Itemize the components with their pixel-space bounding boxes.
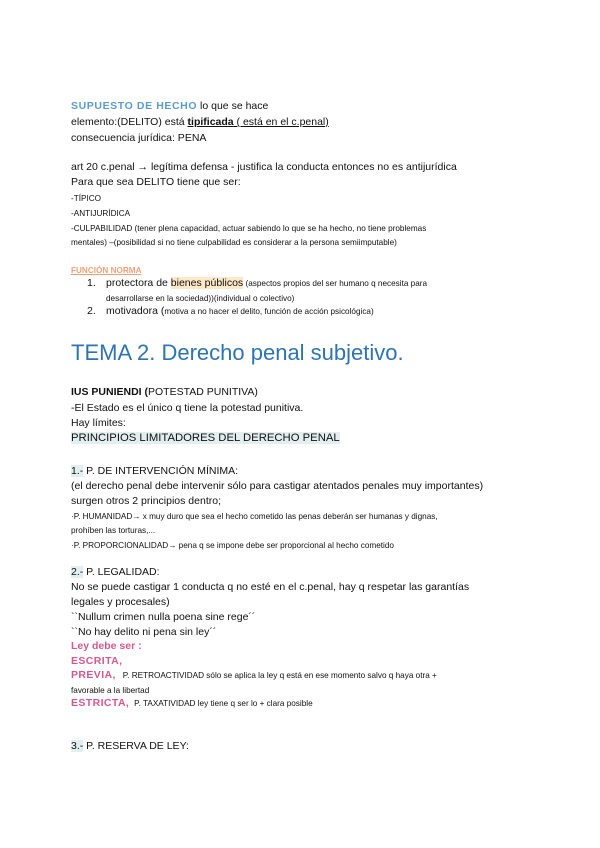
funcion-item-2-number: 2.: [87, 305, 96, 317]
elemento-rest: ( está en el c.penal): [233, 116, 329, 128]
item1-rest: (aspectos propios del ser humano q necesita para: [243, 279, 428, 288]
art20-line: art 20 c.penal → legítima defensa - justifica la conducta entonces no es antijurídica: [71, 161, 457, 173]
supuesto-rest: lo que se hace: [197, 100, 269, 112]
item1-highlight: bienes públicos: [170, 277, 244, 289]
elemento-prefix: elemento:(DELITO) está: [71, 116, 188, 128]
p2-estricta-line: [71, 697, 313, 710]
funcion-item-1-number: 1.: [87, 277, 96, 289]
p2-previa-rest-1: P. RETROACTIVIDAD sólo se aplica la ley q está en ese momento salvo q haya otra +: [122, 671, 437, 680]
p1-title: P. DE INTERVENCIÓN MÍNIMA:: [83, 465, 239, 477]
antijuridica-line: -ANTIJURÍDICA: [71, 209, 131, 218]
funcion-item-1-cont: desarrollarse en la sociedad))(individual o colectivo): [106, 294, 295, 303]
p2-ley-debe: Ley debe ser :: [71, 640, 142, 652]
estado-line: -El Estado es el único q tiene la potestad punitiva.: [71, 402, 304, 414]
p2-previa: PREVIA,: [71, 669, 116, 681]
culpabilidad-line-1: -CULPABILIDAD (tener plena capacidad, actuar sabiendo lo que se ha hecho, no tiene problemas: [71, 224, 427, 233]
p1-title-line: [71, 465, 238, 478]
funcion-heading-text: FUNCIÓN NORMA: [71, 266, 142, 275]
p2-number: 2.-: [71, 566, 84, 578]
elemento-line: [71, 116, 329, 129]
funcion-heading: [71, 264, 142, 277]
p1-humanidad-1: ·P. HUMANIDAD→ x muy duro que sea el hecho cometido las penas deberán ser humanas y dignas,: [71, 512, 438, 521]
ius-bold: IUS PUNIENDI (: [71, 386, 149, 398]
p3-title-line: [71, 740, 189, 753]
p2-previa-line: [71, 669, 437, 682]
funcion-item-2-text: [106, 305, 374, 318]
p2-estricta: ESTRICTA,: [71, 697, 130, 709]
p2-estricta-rest: P. TAXATIVIDAD ley tiene q ser lo + clara posible: [134, 699, 313, 708]
p2-nullum: ``Nullum crimen nulla poena sine rege´´: [71, 611, 256, 623]
ius-rest: POTESTAD PUNITIVA): [148, 386, 258, 398]
p1-line-2: surgen otros 2 principios dentro;: [71, 495, 221, 507]
p1-proporcionalidad: ·P. PROPORCIONALIDAD→ pena q se impone debe ser proporcional al hecho cometido: [71, 541, 394, 550]
culpabilidad-line-2: mentales) –(posibilidad si no tiene culpabilidad es considerar a la persona semiimputable): [71, 238, 397, 247]
consecuencia-line: consecuencia jurídica: PENA: [71, 132, 207, 144]
p1-humanidad-2: prohíben las torturas,...: [71, 526, 156, 535]
principios-heading: PRINCIPIOS LIMITADORES DEL DERECHO PENAL: [71, 432, 340, 444]
p2-escrita: ESCRITA,: [71, 655, 123, 667]
ius-line: [71, 386, 258, 399]
tipico-line: -TÍPICO: [71, 194, 102, 203]
elemento-bold: tipificada: [187, 116, 234, 128]
tema-title: TEMA 2. Derecho penal subjetivo.: [71, 340, 404, 365]
supuesto-heading: SUPUESTO DE HECHO: [71, 100, 198, 112]
p2-title: P. LEGALIDAD:: [83, 566, 160, 578]
principios-line: [71, 431, 340, 445]
item2-pre: motivadora (: [106, 305, 165, 317]
p1-line-1: (el derecho penal debe intervenir sólo para castigar atentados penales muy importantes): [71, 480, 484, 492]
p1-number: 1.-: [71, 465, 84, 477]
p2-line-2: legales y procesales): [71, 596, 170, 608]
para-que-line: Para que sea DELITO tiene que ser:: [71, 176, 241, 188]
item1-pre: protectora de: [106, 277, 171, 289]
p2-previa-rest-2: favorable a la libertad: [71, 686, 150, 695]
p3-title: P. RESERVA DE LEY:: [83, 740, 189, 752]
p2-title-line: [71, 566, 160, 579]
funcion-item-1-text: [106, 277, 427, 290]
p3-number: 3.-: [71, 740, 84, 752]
limites-line: Hay límites:: [71, 417, 126, 429]
p2-no-hay: ``No hay delito ni pena sin ley´´: [71, 626, 217, 638]
item2-rest: motiva a no hacer el delito, función de acción psicológica): [164, 307, 374, 316]
p2-line-1: No se puede castigar 1 conducta q no esté en el c.penal, hay q respetar las garantías: [71, 581, 470, 593]
supuesto-line: [71, 100, 268, 113]
